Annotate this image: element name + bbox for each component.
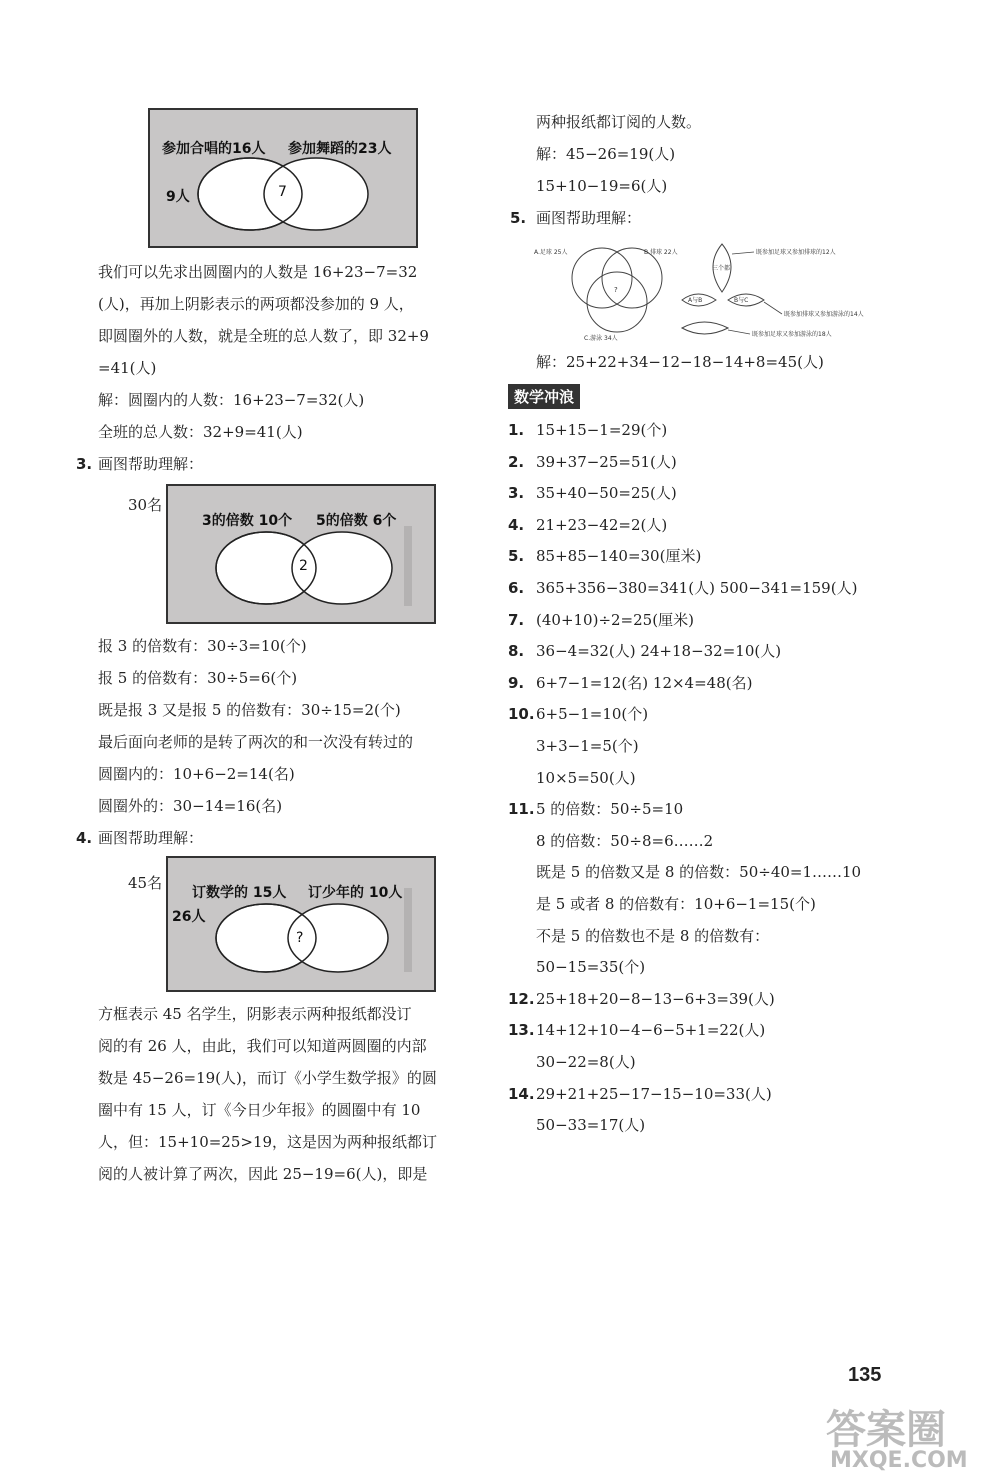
answer-line: 39+37−25=51(人) <box>536 452 677 471</box>
venn-label-dance: 参加舞蹈的23人 <box>288 141 392 157</box>
para-line: 人，但：15+10=25>19，这是因为两种报纸都订 <box>98 1133 438 1151</box>
question-number: 5. <box>510 209 527 227</box>
para-line: =41(人) <box>98 359 157 377</box>
diagram-note-1: 既参加足球又参加排球的12人 <box>756 249 836 256</box>
question-number: 3. <box>76 455 93 473</box>
answer-number: 8. <box>508 642 525 661</box>
para-line: 解：圆圈内的人数：16+23−7=32(人) <box>98 391 365 409</box>
venn-center-value: 2 <box>299 558 308 574</box>
answer-line: 6+7−1=12(名) 12×4=48(名) <box>536 673 753 692</box>
para-line: 全班的总人数：32+9=41(人) <box>98 423 303 441</box>
watermark-logo: 答案圈 <box>826 1407 946 1453</box>
answer-line: 365+356−380=341(人) 500−341=159(人) <box>536 579 858 597</box>
para-line: 圈中有 15 人，订《今日少年报》的圆圈中有 10 <box>98 1101 421 1119</box>
para-line: 数是 45−26=19(人)，而订《小学生数学报》的圆 <box>98 1069 437 1087</box>
venn-circles <box>168 486 434 622</box>
answer-line: 21+23−42=2(人) <box>536 515 668 534</box>
page-number: 135 <box>848 1364 882 1386</box>
answer-line: 14+12+10−4−6−5+1=22(人) <box>536 1021 766 1040</box>
answer-line: (40+10)÷2=25(厘米) <box>536 610 694 629</box>
venn-label-outside: 9人 <box>166 189 190 205</box>
answer-line: 35+40−50=25(人) <box>536 484 677 503</box>
venn-diagram-multiples <box>166 484 436 624</box>
answer-line: 不是 5 的倍数也不是 8 的倍数有： <box>536 926 770 945</box>
answer-number: 14. <box>508 1084 535 1103</box>
diagram-leaf-left: A与B <box>688 297 703 304</box>
para-line: 15+10−19=6(人) <box>536 177 668 195</box>
answer-number: 13. <box>508 1021 535 1040</box>
para-line: 两种报纸都订阅的人数。 <box>536 113 702 131</box>
section-banner: 数学冲浪 <box>508 384 580 409</box>
answer-line: 50−15=35(个) <box>536 958 646 977</box>
answer-number: 12. <box>508 989 535 1008</box>
answer-line: 36−4=32(人) 24+18−32=10(人) <box>536 642 782 661</box>
venn-label-youth-paper: 订少年的 10人 <box>308 885 403 901</box>
para-line: 即圆圈外的人数，就是全班的总人数了，即 32+9 <box>98 327 429 345</box>
venn-circles <box>150 110 416 246</box>
para-line: 报 5 的倍数有：30÷5=6(个) <box>98 669 298 687</box>
answer-line: 85+85−140=30(厘米) <box>536 547 702 566</box>
question-text: 画图帮助理解： <box>98 829 204 847</box>
answer-number: 3. <box>508 484 525 503</box>
diagram-label-c: C.游泳 34人 <box>584 335 618 342</box>
para-line: 既是报 3 又是报 5 的倍数有：30÷15=2(个) <box>98 701 401 719</box>
venn-circles <box>168 858 434 990</box>
para-line: (人)，再加上阴影表示的两项都没参加的 9 人， <box>98 295 414 313</box>
diagram-label-a: A.足球 25人 <box>534 249 568 256</box>
answer-line: 8 的倍数：50÷8=6……2 <box>536 831 714 850</box>
para-line: 最后面向老师的是转了两次的和一次没有转过的 <box>98 733 414 751</box>
watermark-url: MXQE.COM <box>830 1448 968 1473</box>
answer-number: 11. <box>508 800 535 819</box>
para-line: 报 3 的倍数有：30÷3=10(个) <box>98 637 307 655</box>
diagram-leaf-right: B与C <box>734 297 749 304</box>
answer-number: 10. <box>508 705 535 724</box>
answer-line: 5 的倍数：50÷5=10 <box>536 800 684 819</box>
answer-line: 50−33=17(人) <box>536 1116 646 1135</box>
answer-line: 15+15−1=29(个) <box>536 421 668 439</box>
diagram-label-b: B.排球 22人 <box>644 249 678 256</box>
answer-number: 5. <box>508 547 525 566</box>
venn-center-value: ? <box>296 930 304 946</box>
venn-total-label: 45名 <box>128 874 163 892</box>
para-line: 阅的有 26 人，由此，我们可以知道两圆圈的内部 <box>98 1037 427 1055</box>
answer-number: 9. <box>508 673 525 692</box>
answer-number: 7. <box>508 610 525 629</box>
question-text: 画图帮助理解： <box>536 209 642 227</box>
answer-line: 3+3−1=5(个) <box>536 737 639 755</box>
para-line: 圆圈内的：10+6−2=14(名) <box>98 765 295 783</box>
para-line: 圆圈外的：30−14=16(名) <box>98 797 283 815</box>
diagram-leaf-top: 三个都 <box>712 265 731 272</box>
para-line: 方框表示 45 名学生，阴影表示两种报纸都没订 <box>98 1005 412 1023</box>
venn-diagram-newspapers <box>166 856 436 992</box>
answer-number: 2. <box>508 452 525 471</box>
para-line: 解：25+22+34−12−18−14+8=45(人) <box>536 353 824 371</box>
answer-line: 29+21+25−17−15−10=33(人) <box>536 1084 772 1103</box>
para-line: 解：45−26=19(人) <box>536 145 676 163</box>
answer-line: 25+18+20−8−13−6+3=39(人) <box>536 989 775 1008</box>
venn-label-outside: 26人 <box>172 909 206 925</box>
venn-diagram-choir-dance <box>148 108 418 248</box>
answer-number: 4. <box>508 515 525 534</box>
answer-line: 是 5 或者 8 的倍数有：10+6−1=15(个) <box>536 895 816 913</box>
venn-center-value: 7 <box>278 184 287 200</box>
venn-total-label: 30名 <box>128 496 163 514</box>
para-line: 我们可以先求出圆圈内的人数是 16+23−7=32 <box>98 263 418 281</box>
answer-line: 10×5=50(人) <box>536 768 636 787</box>
question-number: 4. <box>76 829 93 847</box>
answer-line: 既是 5 的倍数又是 8 的倍数：50÷40=1……10 <box>536 863 862 882</box>
venn-label-multiple-3: 3的倍数 10个 <box>202 513 293 529</box>
venn-label-multiple-5: 5的倍数 6个 <box>316 513 397 529</box>
venn-label-math-paper: 订数学的 15人 <box>192 885 287 901</box>
answer-number: 1. <box>508 421 525 439</box>
sports-venn-diagram <box>532 236 922 346</box>
diagram-note-2: 既参加排球又参加游泳的14人 <box>784 311 864 318</box>
answer-line: 30−22=8(人) <box>536 1053 636 1071</box>
question-text: 画图帮助理解： <box>98 455 204 473</box>
answer-line: 6+5−1=10(个) <box>536 705 649 724</box>
diagram-center: ? <box>614 286 618 294</box>
para-line: 阅的人被计算了两次，因此 25−19=6(人)，即是 <box>98 1165 428 1183</box>
answer-number: 6. <box>508 579 525 597</box>
diagram-note-3: 既参加足球又参加游泳的18人 <box>752 331 832 338</box>
venn-label-choir: 参加合唱的16人 <box>162 141 266 157</box>
